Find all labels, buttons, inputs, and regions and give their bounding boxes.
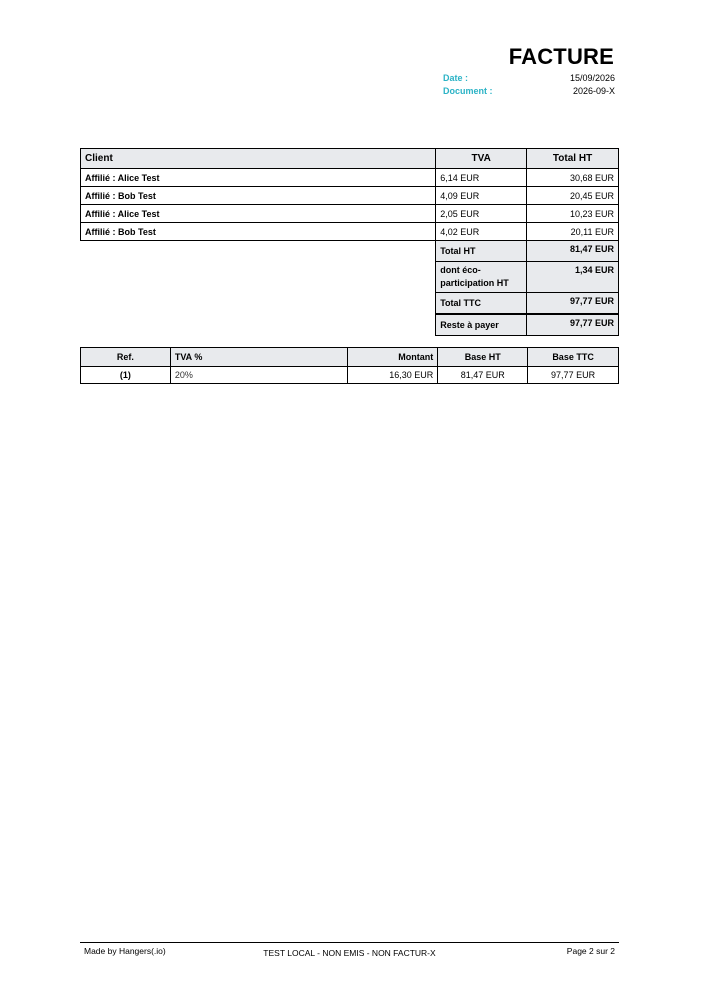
spacer-cell <box>81 293 436 315</box>
client-column-header: Client <box>81 149 436 169</box>
eco-participation-row <box>81 262 619 293</box>
tva-cell: 6,14 EUR <box>436 169 527 187</box>
date-label: Date : <box>443 73 469 83</box>
tva-cell: 4,02 EUR <box>436 223 527 241</box>
montant-cell: 16,30 EUR <box>348 367 438 384</box>
eco-participation-label <box>436 262 527 293</box>
tva-pct-cell: 20% <box>170 367 348 384</box>
spacer-cell <box>81 262 436 293</box>
total-ht-cell: 20,45 EUR <box>527 187 619 205</box>
footer-credit: Made by Hangers(.io) <box>84 946 166 956</box>
spacer-cell <box>81 241 436 262</box>
tva-column-header: TVA <box>436 149 527 169</box>
eco-label-line1: dont éco- <box>440 265 481 275</box>
total-ht-column-header: Total HT <box>527 149 619 169</box>
total-ttc-label: Total TTC <box>436 293 527 315</box>
tva-cell: 4,09 EUR <box>436 187 527 205</box>
reste-a-payer-label: Reste à payer <box>436 314 527 336</box>
vat-header-row <box>81 348 619 367</box>
base-ht-column-header: Base HT <box>438 348 528 367</box>
table-row <box>81 169 619 187</box>
total-ht-cell: 20,11 EUR <box>527 223 619 241</box>
total-ht-value: 81,47 EUR <box>527 241 619 262</box>
reste-a-payer-row <box>81 314 619 336</box>
vat-summary-table <box>80 347 619 384</box>
date-row <box>443 73 615 83</box>
total-ht-cell: 10,23 EUR <box>527 205 619 223</box>
base-ttc-column-header: Base TTC <box>528 348 619 367</box>
client-cell: Affilié : Alice Test <box>81 169 436 187</box>
spacer-cell <box>81 314 436 336</box>
invoice-title: FACTURE <box>508 44 614 69</box>
total-ht-label: Total HT <box>436 241 527 262</box>
invoice-lines-table <box>80 148 619 336</box>
date-value: 15/09/2026 <box>569 73 615 83</box>
total-ttc-row <box>81 293 619 315</box>
ref-column-header: Ref. <box>81 348 171 367</box>
page-footer <box>80 942 619 960</box>
base-ht-cell: 81,47 EUR <box>438 367 528 384</box>
table-row <box>81 223 619 241</box>
eco-participation-value: 1,34 EUR <box>527 262 619 293</box>
table-row <box>81 205 619 223</box>
document-label: Document : <box>443 86 493 96</box>
page-number: Page 2 sur 2 <box>566 946 615 956</box>
table-row <box>81 367 619 384</box>
table-row <box>81 187 619 205</box>
client-cell: Affilié : Bob Test <box>81 223 436 241</box>
montant-column-header: Montant <box>348 348 438 367</box>
document-row <box>443 86 615 96</box>
eco-label-line2: participation HT <box>440 278 509 288</box>
document-value: 2026-09-X <box>572 86 615 96</box>
tva-pct-column-header: TVA % <box>170 348 348 367</box>
base-ttc-cell: 97,77 EUR <box>528 367 619 384</box>
tva-cell: 2,05 EUR <box>436 205 527 223</box>
client-cell: Affilié : Bob Test <box>81 187 436 205</box>
reste-a-payer-value: 97,77 EUR <box>527 314 619 336</box>
client-cell: Affilié : Alice Test <box>81 205 436 223</box>
total-ht-cell: 30,68 EUR <box>527 169 619 187</box>
total-ttc-value: 97,77 EUR <box>527 293 619 315</box>
footer-notice: TEST LOCAL - NON EMIS - NON FACTUR-X <box>263 948 436 958</box>
table-header-row <box>81 149 619 169</box>
ref-cell: (1) <box>81 367 171 384</box>
total-ht-row <box>81 241 619 262</box>
